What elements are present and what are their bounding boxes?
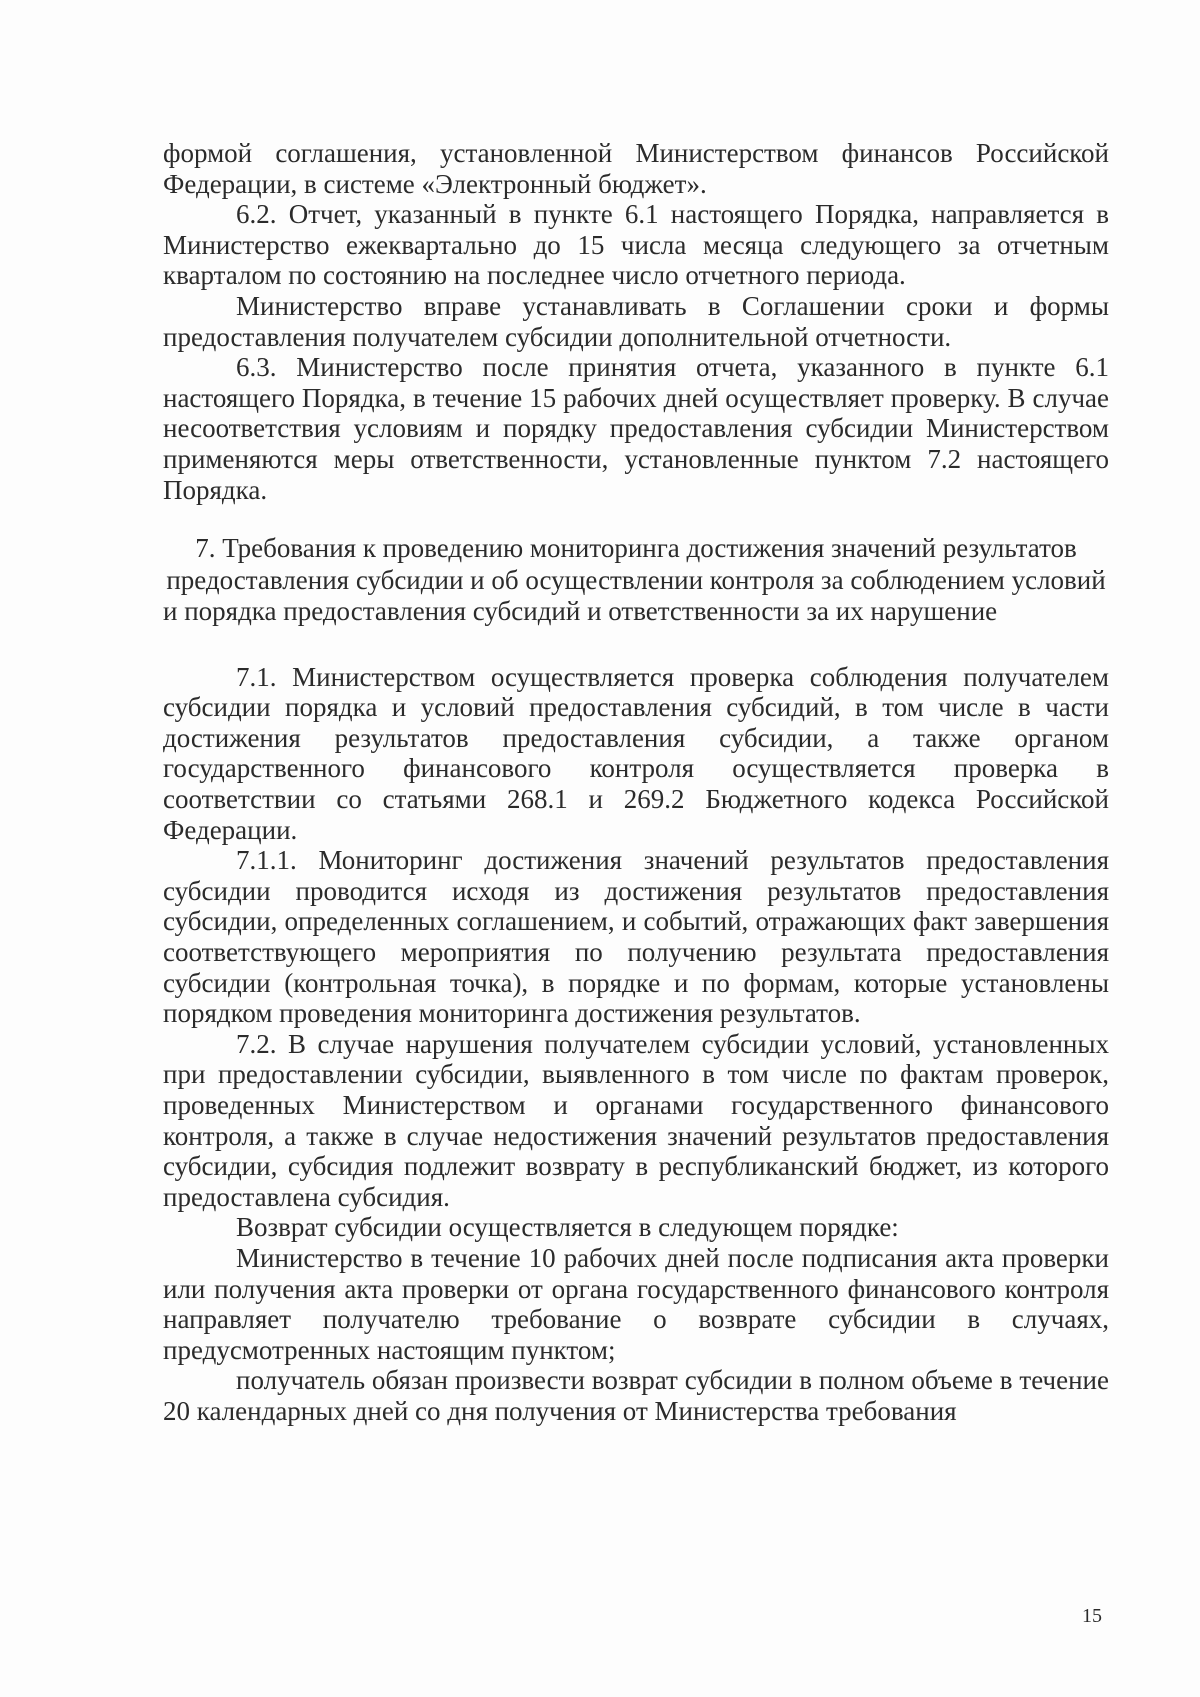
paragraph-refund-order: Возврат субсидии осуществляется в следующем порядке: [236,1212,899,1243]
paragraph-6-3: 6.3. Министерство после принятия отчета, указанного в пункте 6.1 настоящего Порядка, в течение 15 рабочих дней осуществляет проверку. В случае несоответствия условиям и порядку предоставления субсидии Министерством применяются меры ответственности, установленные пунктом 7.2 настоящего Порядка. [163,352,1109,505]
paragraph-6-2: 6.2. Отчет, указанный в пункте 6.1 настоящего Порядка, направляется в Министерство ежеквартально до 15 числа месяца следующего за отчетным кварталом по состоянию на последнее число отчетного периода. [163,199,1109,291]
paragraph-7-1-1: 7.1.1. Мониторинг достижения значений результатов предоставления субсидии проводится исходя из достижения результатов предоставления субсидии, определенных соглашением, и событий, отражающих факт завершения соответствующего мероприятия по получению результата предоставления субсидии (контрольная точка), в порядке и по формам, которые установлены порядком проведения мониторинга достижения результатов. [163,845,1109,1029]
document-body [163,138,1109,1426]
paragraph-additional-reporting: Министерство вправе устанавливать в Соглашении сроки и формы предоставления получателем субсидии дополнительной отчетности. [163,290,1109,352]
paragraph-7-2: 7.2. В случае нарушения получателем субсидии условий, установленных при предоставлении субсидии, выявленного в том числе по фактам проверок, проведенных Министерством и органами государственного финансового контроля, а также в случае недостижения значений результатов предоставления субсидии, субсидия подлежит возврату в республиканский бюджет, из которого предоставлена субсидия. [163,1028,1109,1212]
paragraph-recipient-obligation: получатель обязан произвести возврат субсидии в полном объеме в течение 20 календарных дней со дня получения от Министерства требования [163,1365,1109,1426]
paragraph-continuation: формой соглашения, установленной Министерством финансов Российской Федерации, в системе «Электронный бюджет». [163,138,1109,199]
section-heading-7: 7. Требования к проведению мониторинга достижения значений результатов предоставления субсидии и об осуществлении контроля за соблюдением условий и порядка предоставления субсидий и ответственности за их нарушение [163,533,1106,627]
page-number: 15 [1082,1605,1102,1627]
paragraph-ministry-requirement: Министерство в течение 10 рабочих дней после подписания акта проверки или получения акта проверки от органа государственного финансового контроля направляет получателю требование о возврате субсидии в случаях, предусмотренных настоящим пунктом; [163,1242,1109,1365]
paragraph-7-1: 7.1. Министерством осуществляется проверка соблюдения получателем субсидии порядка и условий предоставления субсидий, в том числе в части достижения результатов предоставления субсидии, а также органом государственного финансового контроля осуществляется проверка в соответствии со статьями 268.1 и 269.2 Бюджетного кодекса Российской Федерации. [163,661,1109,845]
